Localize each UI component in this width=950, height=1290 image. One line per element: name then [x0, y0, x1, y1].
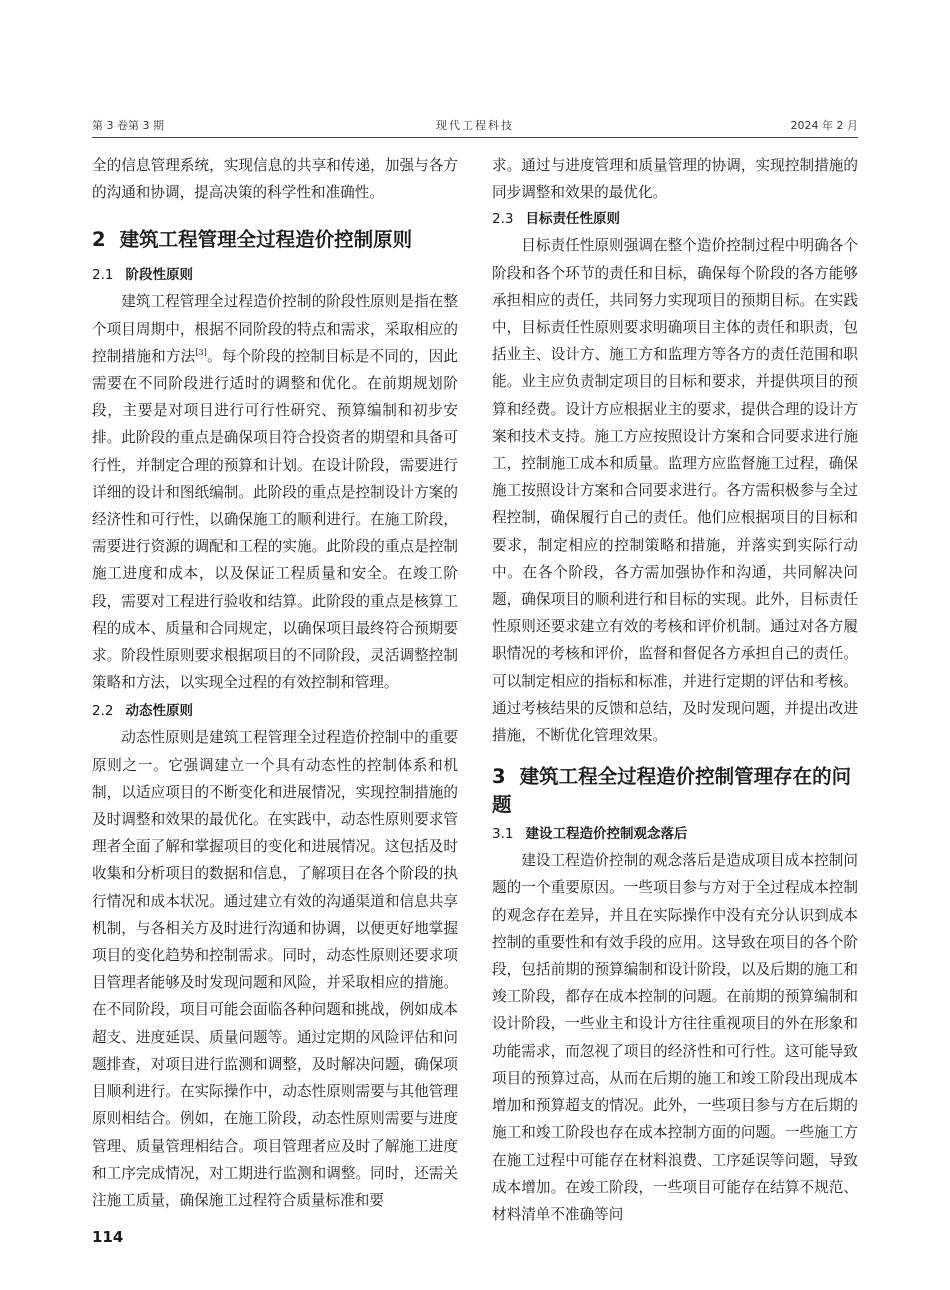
paragraph-text: 。每个阶段的控制目标是不同的，因此需要在不同阶段进行适时的调整和优化。在前期规划阶段，主要是对项目进行可行性研究、预算编制和初步安排。此阶段的重点是确保项目符合投资者的期望和具备可行性，并制定合理的预算和计划。在设计阶段，需要进行详细的设计和图纸编制。此阶段的重点是控制设计方案的经济性和可行性，以确保施工的顺利进行。在施工阶段，需要进行资源的调配和工程的实施。此阶段的重点是控制施工进度和成本，以及保证工程质量和安全。在竣工阶段，需要对工程进行验收和结算。此阶段的重点是核算工程的成本、质量和合同规定，以确保项目最终符合预期要求。阶段性原则要求根据项目的不同阶段，灵活调整控制策略和方法，以实现全过程的有效控制和管理。: [92, 347, 458, 692]
subsection-2-1-title: 阶段性原则: [125, 267, 193, 284]
section-3-title: 建筑工程全过程造价控制管理存在的问题: [492, 765, 852, 817]
subsection-3-1-title: 建设工程造价控制观念落后: [525, 826, 688, 843]
subsection-2-3-number: 2.3: [492, 211, 514, 228]
right-column: [492, 152, 858, 1228]
continuation-paragraph: 求。通过与进度管理和质量管理的协调，实现控制措施的同步调整和效果的最优化。: [492, 157, 858, 202]
header-rule: [92, 137, 858, 138]
section-2-title: 建筑工程管理全过程造价控制原则: [119, 228, 413, 252]
paragraph-text: 建筑工程管理全过程造价控制的阶段性原则是指在整个项目周期中，根据不同阶段的特点和需求，采取相应的控制措施和方法: [92, 293, 458, 365]
citation-ref: [3]: [195, 347, 207, 357]
running-header: [92, 117, 858, 135]
subsection-2-2-heading: [92, 698, 458, 724]
subsection-3-1-paragraph: 建设工程造价控制的观念落后是造成项目成本控制问题的一个重要原因。一些项目参与方对于全过程成本控制的观念存在差异，并且在实际操作中没有充分认识到成本控制的重要性和有效手段的应用。这导致在项目的各个阶段，包括前期的预算编制和设计阶段，以及后期的施工和竣工阶段，都存在成本控制的问题。在前期的预算编制和设计阶段，一些业主和设计方往往重视项目的外在形象和功能需求，而忽视了项目的经济性和可行性。这可能导致项目的预算过高，从而在后期的施工和竣工阶段出现成本增加和预算超支的情况。此外，一些项目参与方在后期的施工和竣工阶段也存在成本控制方面的问题。一些施工方在施工过程中可能存在材料浪费、工序延误等问题，导致成本增加。在竣工阶段，一些项目可能存在结算不规范、材料清单不准确等问: [492, 852, 858, 1223]
header-date: 2024 年 2 月: [790, 119, 858, 132]
intro-continuation: 全的信息管理系统，实现信息的共享和传递，加强与各方的沟通和协调，提高决策的科学性和准确性。: [92, 157, 458, 202]
section-2-heading: [92, 226, 458, 254]
subsection-2-3-heading: [492, 206, 858, 232]
subsection-2-2-number: 2.2: [92, 703, 114, 720]
page-number: 114: [92, 1228, 124, 1246]
subsection-2-1-paragraph: [92, 288, 458, 696]
subsection-2-2-paragraph: 动态性原则是建筑工程管理全过程造价控制中的重要原则之一。它强调建立一个具有动态性的控制体系和机制，以适应项目的不断变化和进展情况，实现控制措施的及时调整和效果的最优化。在实践中，动态性原则要求管理者全面了解和掌握项目的变化和进展情况。这包括及时收集和分析项目的数据和信息，了解项目在各个阶段的执行情况和成本状况。通过建立有效的沟通渠道和信息共享机制，与各相关方及时进行沟通和协调，以便更好地掌握项目的变化趋势和控制需求。同时，动态性原则还要求项目管理者能够及时发现问题和风险，并采取相应的措施。在不同阶段，项目可能会面临各种问题和挑战，例如成本超支、进度延误、质量问题等。通过定期的风险评估和问题排查，对项目进行监测和调整，及时解决问题，确保项目顺利进行。在实际操作中，动态性原则需要与其他管理原则相结合。例如，在施工阶段，动态性原则需要与进度管理、质量管理相结合。项目管理者应及时了解施工进度和工序完成情况，对工期进行监测和调整。同时，还需关注施工质量，确保施工过程符合质量标准和要: [92, 729, 458, 1209]
section-2-number: 2: [92, 228, 106, 252]
subsection-3-1-heading: [492, 821, 858, 847]
left-column: [92, 152, 458, 1214]
subsection-2-2-title: 动态性原则: [125, 703, 193, 720]
subsection-2-1-number: 2.1: [92, 267, 114, 284]
header-volume: 第 3 卷第 3 期: [92, 119, 164, 132]
subsection-2-3-title: 目标责任性原则: [525, 211, 620, 228]
subsection-3-1-number: 3.1: [492, 826, 514, 843]
subsection-2-1-heading: [92, 262, 458, 288]
subsection-2-3-paragraph: 目标责任性原则强调在整个造价控制过程中明确各个阶段和各个环节的责任和目标，确保每个阶段的各方能够承担相应的责任，共同努力实现项目的预期目标。在实践中，目标责任性原则要求明确项目主体的责任和职责，包括业主、设计方、施工方和监理方等各方的责任范围和职能。业主应负责制定项目的目标和要求，并提供项目的预算和经费。设计方应根据业主的要求，提供合理的设计方案和技术支持。施工方应按照设计方案和合同要求进行施工，控制施工成本和质量。监理方应监督施工过程，确保施工按照设计方案和合同要求进行。各方需积极参与全过程控制，确保履行自己的责任。他们应根据项目的目标和要求，制定相应的控制策略和措施，并落实到实际行动中。在各个阶段，各方需加强协作和沟通，共同解决问题，确保项目的顺利进行和目标的实现。此外，目标责任性原则还要求建立有效的考核和评价机制。通过对各方履职情况的考核和评价，监督和督促各方承担自己的责任。可以制定相应的指标和标准，并进行定期的评估和考核。通过考核结果的反馈和总结，及时发现问题，并提出改进措施，不断优化管理效果。: [492, 237, 858, 745]
section-3-number: 3: [492, 765, 506, 789]
section-3-heading: [492, 763, 858, 819]
header-journal-name: 现代工程科技: [436, 119, 514, 132]
